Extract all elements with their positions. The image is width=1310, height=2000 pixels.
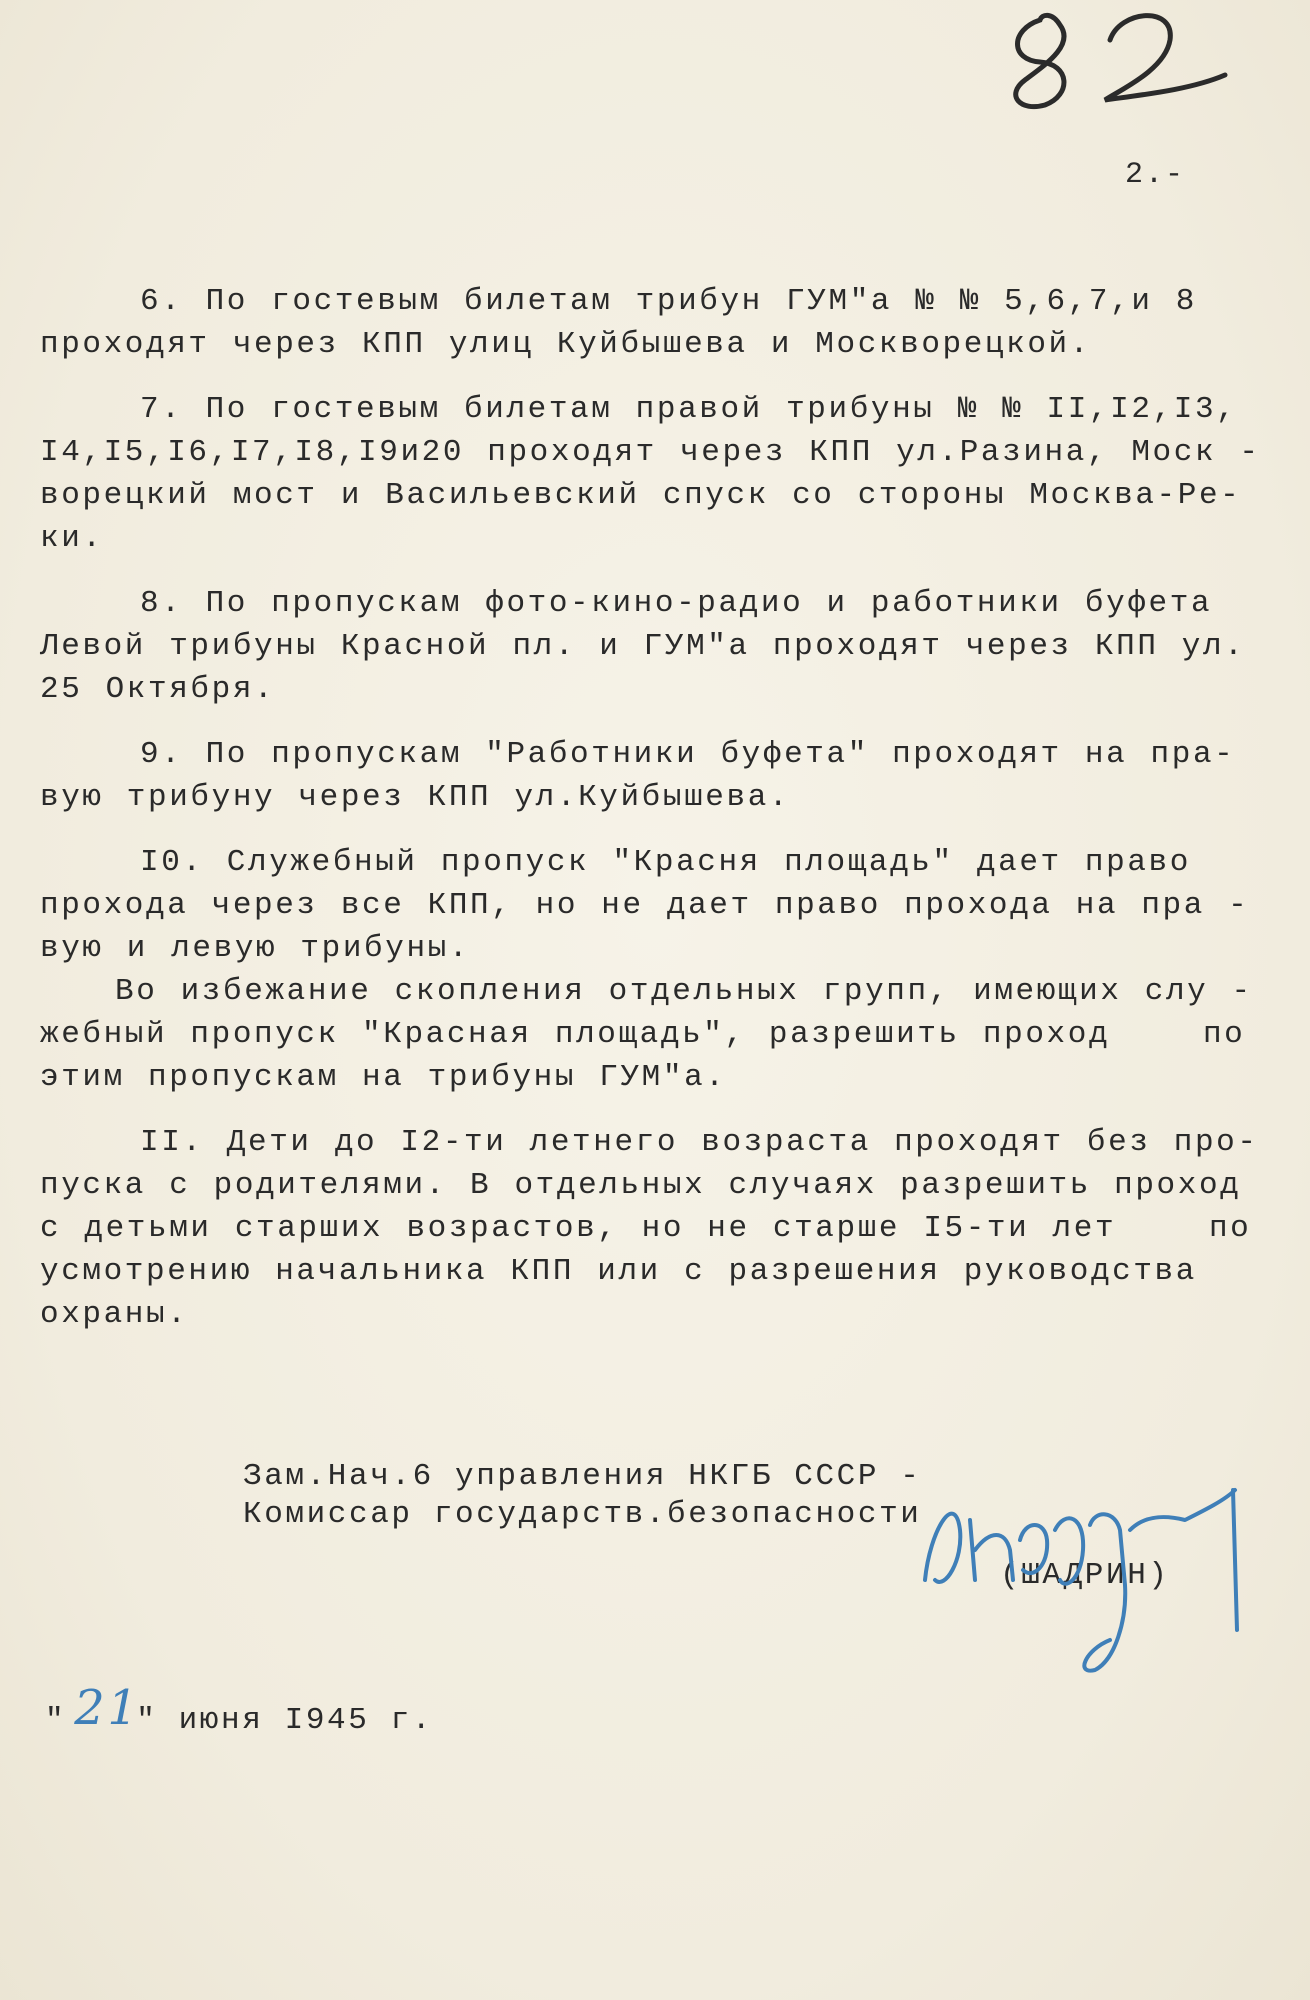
date-day-handwritten bbox=[66, 1680, 141, 1744]
text-line: прохода через все КПП, но не дает право прохода на пра - bbox=[40, 888, 1250, 923]
page-number: 2.- bbox=[1125, 158, 1186, 192]
paragraph-9 bbox=[40, 733, 1236, 819]
paragraph-10 bbox=[40, 841, 1253, 1099]
text-line: проходят через КПП улиц Куйбышева и Москворецкой. bbox=[40, 327, 1091, 362]
text-line: ворецкий мост и Васильевский спуск со стороны Москва-Ре- bbox=[40, 478, 1242, 513]
folio-number-handwriting bbox=[1000, 0, 1240, 120]
text-line: 8. По пропускам фото-кино-радио и работники буфета bbox=[140, 586, 1213, 621]
text-line: ки. bbox=[40, 521, 104, 556]
text-line: вую трибуну через КПП ул.Куйбышева. bbox=[40, 780, 791, 815]
text-line: с детьми старших возрастов, но не старше I5-ти лет по bbox=[40, 1211, 1252, 1246]
text-line: II. Дети до I2-ти летнего возраста проходят без про- bbox=[140, 1125, 1259, 1160]
text-line: I0. Служебный пропуск "Красня площадь" дает право bbox=[140, 845, 1191, 880]
text-line: 9. По пропускам "Работники буфета" проходят на пра- bbox=[140, 737, 1236, 772]
handwritten-folio-number bbox=[1000, 0, 1240, 120]
handwritten-signature bbox=[915, 1470, 1255, 1680]
signatory-name: (ШАДРИН) bbox=[1000, 1558, 1170, 1593]
date-open-quote: " bbox=[45, 1703, 67, 1739]
text-line: 25 Октября. bbox=[40, 672, 276, 707]
document-date bbox=[45, 1680, 434, 1750]
text-line: усмотрению начальника КПП или с разрешения руководства bbox=[40, 1254, 1197, 1289]
text-line: пуска с родителями. В отдельных случаях разрешить проход bbox=[40, 1168, 1242, 1203]
date-close-quote: " bbox=[136, 1703, 158, 1739]
text-line: охраны. bbox=[40, 1297, 189, 1332]
text-line: жебный пропуск "Красная площадь", разрешить проход по bbox=[40, 1017, 1246, 1052]
text-line: этим пропускам на трибуны ГУМ"а. bbox=[40, 1060, 727, 1095]
date-day-value: 21 bbox=[74, 1680, 141, 1736]
text-line: Во избежание скопления отдельных групп, имеющих слу - bbox=[115, 974, 1253, 1009]
paragraph-11 bbox=[40, 1121, 1259, 1336]
text-line: 6. По гостевым билетам трибун ГУМ"а № № 5,6,7,и 8 bbox=[140, 284, 1197, 319]
paragraph-7 bbox=[40, 388, 1261, 560]
document-body bbox=[40, 280, 1261, 1358]
text-line: Левой трибуны Красной пл. и ГУМ"а проходят через КПП ул. bbox=[40, 629, 1246, 664]
text-line: вую и левую трибуны. bbox=[40, 931, 471, 966]
signature-handwriting bbox=[915, 1470, 1255, 1680]
paragraph-8 bbox=[40, 582, 1246, 711]
paragraph-6 bbox=[40, 280, 1220, 366]
text-line: 7. По гостевым билетам правой трибуны № № II,I2,I3, bbox=[140, 392, 1238, 427]
signatory-title-line: Комиссар государств.безопасности bbox=[243, 1497, 922, 1532]
signatory-title bbox=[243, 1458, 922, 1534]
signatory-title-line: Зам.Нач.6 управления НКГБ СССР - bbox=[243, 1459, 922, 1494]
text-line: I4,I5,I6,I7,I8,I9и20 проходят через КПП ул.Разина, Моск - bbox=[40, 435, 1261, 470]
date-month-year: июня I945 г. bbox=[157, 1703, 434, 1739]
